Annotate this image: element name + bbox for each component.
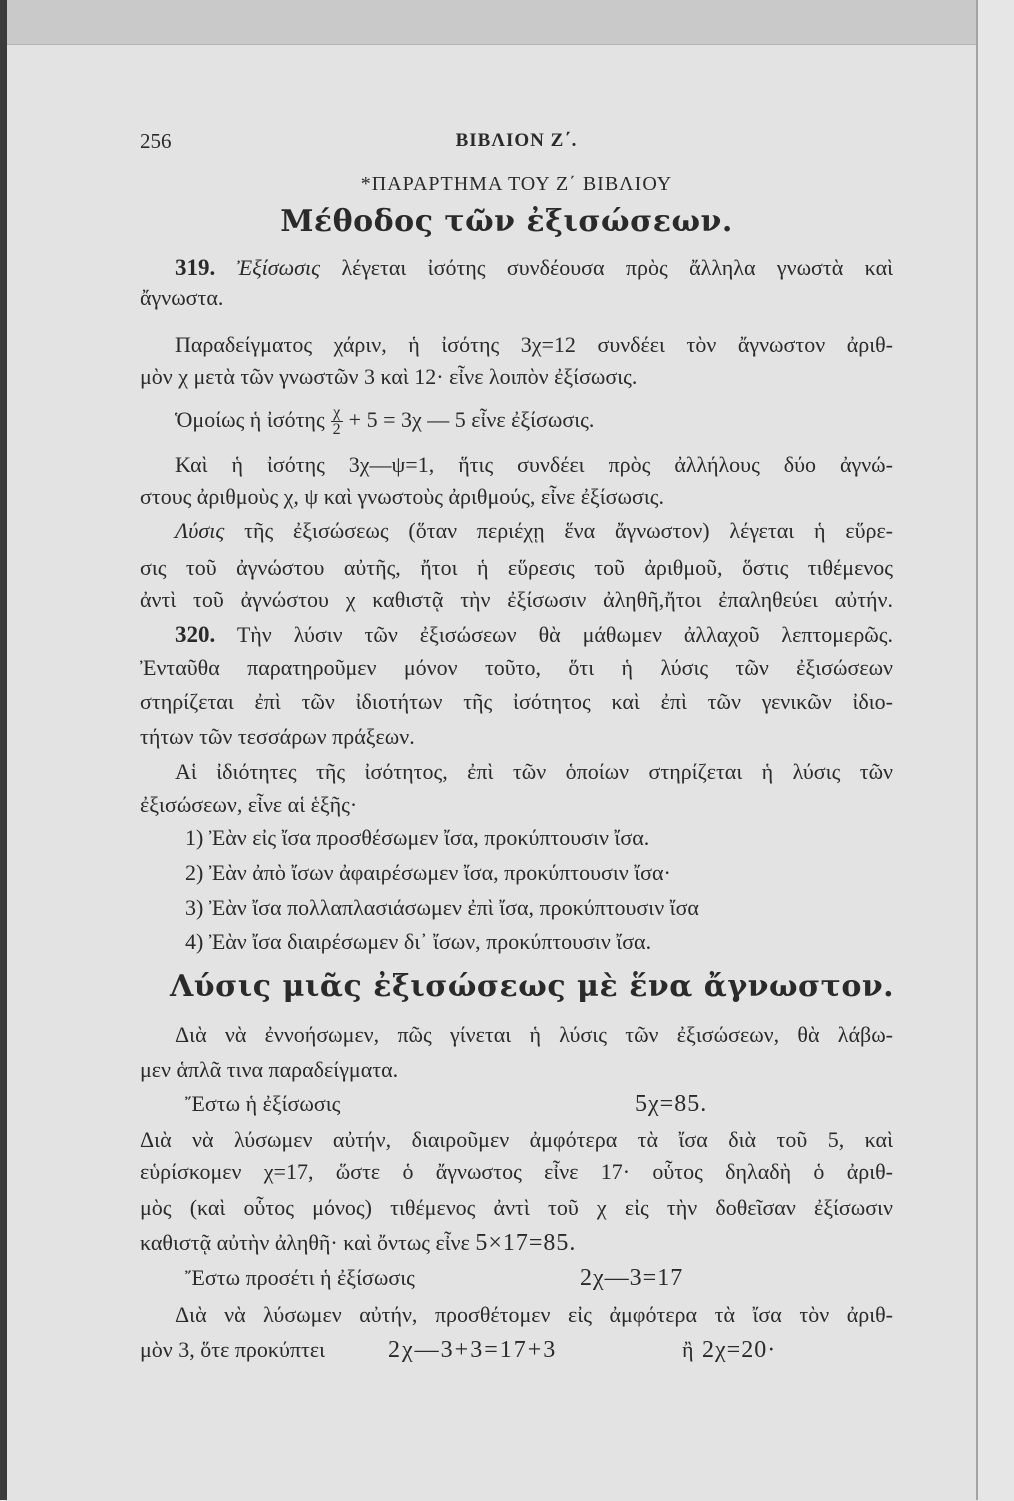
art319-line-1-text: λέγεται ἰσότης συνδέουσα πρὸς ἄλληλα γνωστὰ καὶ: [341, 255, 894, 280]
running-title: ΒΙΒΛΙΟΝ Ζ΄.: [455, 130, 578, 151]
solution-line-1-text: τῆς ἐξισώσεως (ὅταν περιέχῃ ἕνα ἄγνωστον) λέγεται ἡ εὕρε-: [244, 518, 894, 543]
solution-line-1: [140, 516, 893, 546]
fraction: [331, 405, 343, 438]
example-2-result-equation: 2χ=20·: [702, 1337, 777, 1363]
example-2-or: ἢ: [682, 1337, 694, 1362]
article-number-319: 319.: [175, 255, 216, 280]
property-number: 3): [185, 895, 204, 920]
similar-equation-line: [140, 404, 893, 439]
art320-line-1-text: Τὴν λύσιν τῶν ἐξισώσεων θὰ μάθωμεν ἀλλαχοῦ λεπτομερῶς.: [236, 622, 893, 647]
page-number: 256: [140, 129, 172, 153]
example-2-equation: 2χ—3=17: [580, 1265, 684, 1291]
property-number: 4): [185, 929, 204, 954]
example-2-line-1: Διὰ νὰ λύσωμεν αὐτήν, προσθέτομεν εἰς ἀμφότερα τὰ ἴσα τὸν ἀριθ-: [175, 1302, 893, 1327]
example-1-label: Ἔστω ἡ ἐξίσωσις: [185, 1091, 341, 1116]
property-text: Ἐὰν ἀπὸ ἴσων ἀφαιρέσωμεν ἴσα, προκύπτουσιν ἴσα·: [208, 860, 671, 885]
example-2-line-2: [140, 1335, 893, 1365]
section-title: Μέθοδος τῶν ἐξισώσεων.: [280, 204, 733, 239]
property-text: Ἐὰν ἴσα διαιρέσωμεν δι᾽ ἴσων, προκύπτουσιν ἴσα.: [208, 929, 652, 954]
example-1-line-3: μὸς (καὶ οὗτος μόνος) τιθέμενος ἀντὶ τοῦ χ εἰς τὴν δοθεῖσαν ἐξίσωσιν: [140, 1195, 893, 1220]
similar-prefix: Ὁμοίως ἡ ἰσότης: [175, 407, 325, 432]
article-number-320: 320.: [175, 622, 216, 647]
property-item: [185, 823, 893, 853]
art319-line-2: ἄγνωστα.: [140, 285, 224, 310]
example-1-equation: 5χ=85.: [635, 1091, 708, 1117]
art320-line-2: Ἐνταῦθα παρατηροῦμεν μόνον τοῦτο, ὅτι ἡ λύσις τῶν ἐξισώσεων: [140, 655, 893, 680]
property-number: 1): [185, 825, 204, 850]
two-unknowns-line-1: Καὶ ἡ ἰσότης 3χ—ψ=1, ἥτις συνδέει πρὸς ἀλλήλους δύο ἀγνώ-: [175, 452, 893, 477]
property-text: Ἐὰν ἴσα πολλαπλασιάσωμεν ἐπὶ ἴσα, προκύπτουσιν ἴσα: [208, 895, 699, 920]
two-unknowns-line-2: στους ἀριθμοὺς χ, ψ καὶ γνωστοὺς ἀριθμούς, εἶνε ἐξίσωσις.: [140, 484, 664, 509]
example-2-line-2-text: μὸν 3, ὅτε προκύπτει: [140, 1337, 325, 1362]
page-right-edge: [976, 0, 978, 1500]
art320-line-3: στηρίζεται ἐπὶ τῶν ἰδιοτήτων τῆς ἰσότητος καὶ ἐπὶ τῶν γενικῶν ἰδιο-: [140, 689, 893, 714]
example-1-statement: [185, 1089, 893, 1119]
example-2-statement: [185, 1263, 893, 1293]
similar-rest: + 5 = 3χ — 5 εἶνε ἐξίσωσις.: [348, 407, 595, 432]
art320-line-4: τήτων τῶν τεσσάρων πράξεων.: [140, 724, 415, 749]
example-1-line-4: [140, 1228, 893, 1258]
example-line-1: Παραδείγματος χάριν, ἡ ἰσότης 3χ=12 συνδέει τὸν ἄγνωστον ἀριθ-: [175, 332, 893, 357]
property-number: 2): [185, 860, 204, 885]
example-1-line-1: Διὰ νὰ λύσωμεν αὐτήν, διαιροῦμεν ἀμφότερα τὰ ἴσα διὰ τοῦ 5, καὶ: [140, 1127, 893, 1152]
fraction-numerator: χ: [331, 405, 343, 422]
properties-intro-line-1: Αἱ ἰδιότητες τῆς ἰσότητος, ἐπὶ τῶν ὁποίων στηρίζεται ἡ λύσις τῶν: [175, 759, 893, 784]
example-1-line-2: εὑρίσκομεν χ=17, ὥστε ὁ ἄγνωστος εἶνε 17· οὗτος δηλαδὴ ὁ ἀριθ-: [140, 1159, 893, 1184]
running-header: [140, 126, 893, 156]
example-1-check-equation: 5×17=85.: [475, 1230, 577, 1256]
example-line-2: μὸν χ μετὰ τῶν γνωστῶν 3 καὶ 12· εἶνε λοιπὸν ἐξίσωσις.: [140, 364, 638, 389]
term-solution: Λύσις: [175, 518, 225, 543]
example-2-sum-equation: 2χ—3+3=17+3: [388, 1337, 558, 1363]
scan-bed-top-edge: [0, 0, 978, 44]
example-2-label: Ἔστω προσέτι ἡ ἐξίσωσις: [185, 1265, 415, 1290]
property-text: Ἐὰν εἰς ἴσα προσθέσωμεν ἴσα, προκύπτουσιν ἴσα.: [208, 825, 650, 850]
example-1-line-4-text: καθιστᾷ αὐτὴν ἀληθῆ· καὶ ὄντως εἶνε: [140, 1230, 470, 1255]
art320-line-1: [140, 620, 893, 650]
term-equation: Ἐξίσωσις: [236, 255, 321, 280]
property-item: [185, 858, 893, 888]
properties-intro-line-2: ἐξισώσεων, εἶνε αἱ ἑξῆς·: [140, 792, 358, 817]
property-item: [185, 927, 893, 957]
property-item: [185, 893, 893, 923]
examples-intro-line-2: μεν ἁπλᾶ τινα παραδείγματα.: [140, 1057, 399, 1082]
appendix-title: *ΠΑΡΑΡΤΗΜΑ ΤΟΥ Ζ΄ ΒΙΒΛΙΟΥ: [360, 173, 673, 195]
subsection-title: Λύσις μιᾶς ἐξισώσεως μὲ ἕνα ἄγνωστον.: [170, 969, 895, 1004]
solution-line-2: σις τοῦ ἀγνώστου αὐτῆς, ἤτοι ἡ εὕρεσις τοῦ ἀριθμοῦ, ὅστις τιθέμενος: [140, 555, 893, 580]
scan-bed-left-edge: [0, 0, 7, 1500]
examples-intro-line-1: Διὰ νὰ ἐννοήσωμεν, πῶς γίνεται ἡ λύσις τῶν ἐξισώσεων, θὰ λάβω-: [175, 1022, 893, 1047]
solution-line-3: ἀντὶ τοῦ ἀγνώστου χ καθιστᾷ τὴν ἐξίσωσιν ἀληθῆ,ἤτοι ἐπαληθεύει αὐτήν.: [140, 587, 893, 612]
art319-line-1: [140, 253, 893, 283]
fraction-denominator: 2: [332, 421, 341, 439]
